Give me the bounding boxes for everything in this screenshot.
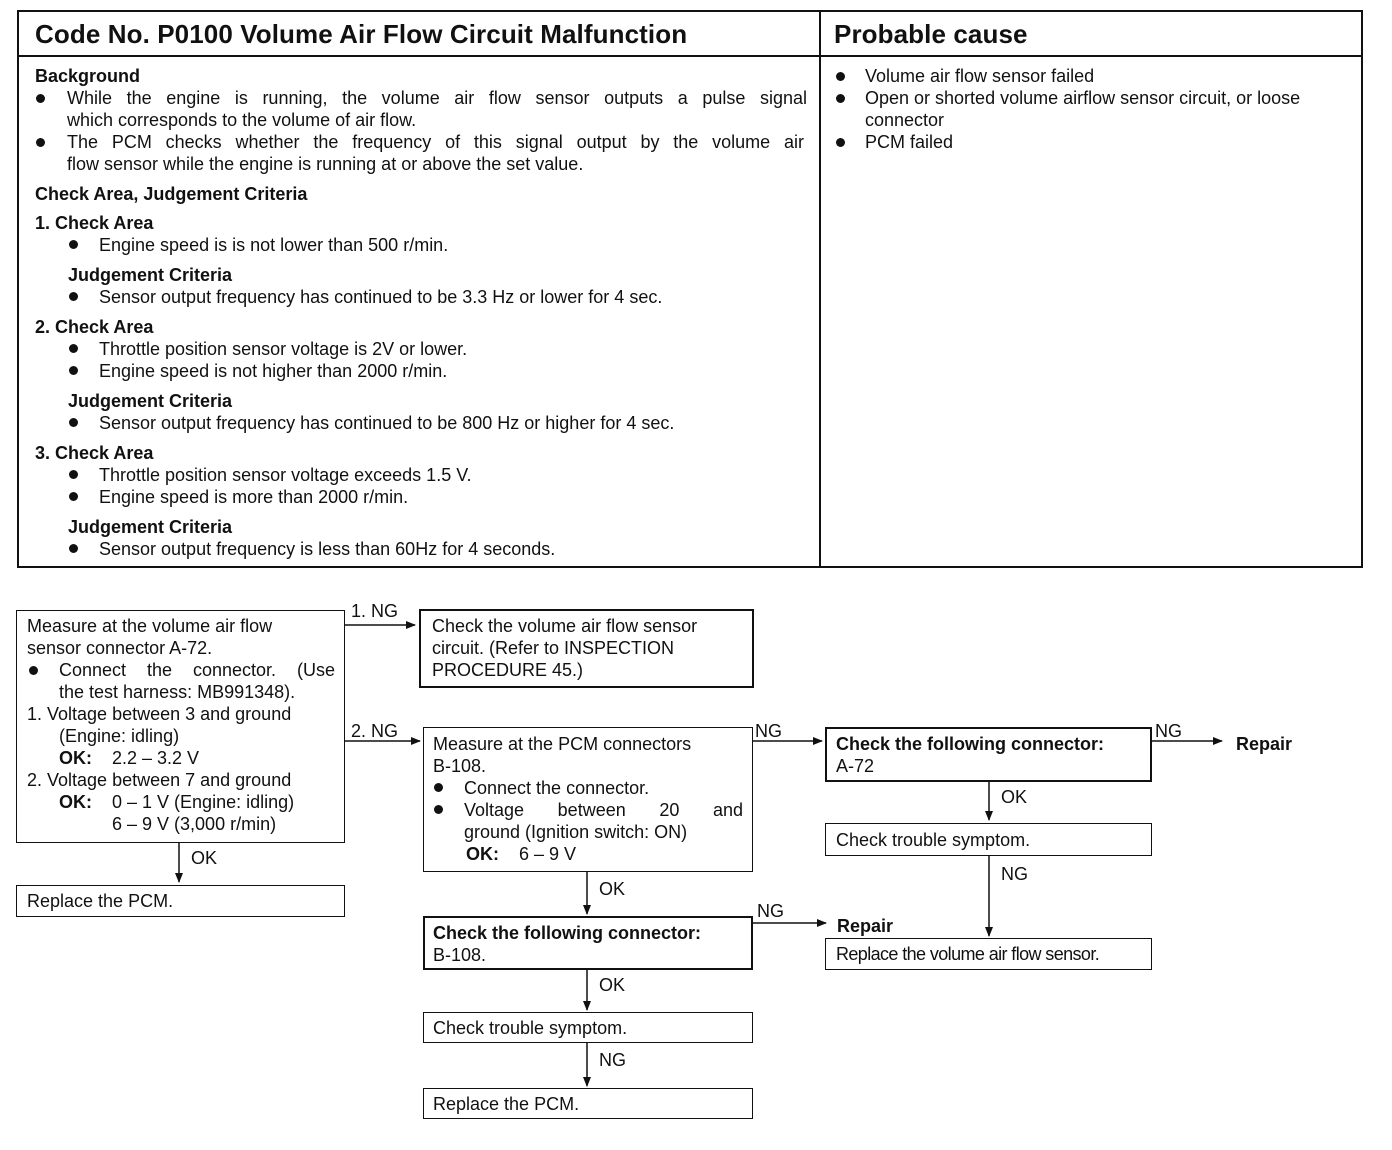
measure-a72-text: Connect the connector. (Use [59, 660, 335, 680]
cause-item: PCM failed [865, 132, 954, 152]
ok-label: OK: [466, 844, 499, 864]
check-circuit-text: circuit. (Refer to INSPECTION [432, 638, 675, 658]
check-connector-heading: Check the following connector: [433, 923, 702, 943]
measure-pcm-text: ground (Ignition switch: ON) [464, 822, 688, 842]
background-text: The PCM checks whether the frequency of this signal output by the volume air [67, 132, 804, 152]
ok-value: 6 – 9 V [519, 844, 577, 864]
measure-a72-text: Measure at the volume air flow [27, 616, 273, 636]
ok-value: 2.2 – 3.2 V [112, 748, 200, 768]
repair-label: Repair [837, 916, 894, 936]
bullet-icon [29, 666, 38, 675]
probable-cause-header: Probable cause [834, 19, 1028, 49]
bullet-icon [434, 783, 443, 792]
judgement-label: Judgement Criteria [68, 517, 233, 537]
measure-a72-text: (Engine: idling) [59, 726, 180, 746]
measure-pcm-text: B-108. [433, 756, 487, 776]
ng-label: NG [755, 721, 782, 741]
background-heading: Background [35, 66, 141, 86]
check-circuit-text: Check the volume air flow sensor [432, 616, 698, 636]
ng-label: NG [1001, 864, 1028, 884]
cause-item: connector [865, 110, 945, 130]
judgement-label: Judgement Criteria [68, 391, 233, 411]
background-text: which corresponds to the volume of air flow. [67, 110, 417, 130]
measure-pcm-text: Voltage between 20 and [464, 800, 743, 820]
measure-a72-text: the test harness: MB991348). [59, 682, 296, 702]
check-symptom-text: Check trouble symptom. [836, 830, 1031, 850]
check-area-item: Engine speed is not higher than 2000 r/min. [99, 361, 448, 381]
measure-pcm-text: Connect the connector. [464, 778, 650, 798]
judgement-item: Sensor output frequency has continued to be 3.3 Hz or lower for 4 sec. [99, 287, 663, 307]
background-text: flow sensor while the engine is running at or above the set value. [67, 154, 584, 174]
check-area-item: Engine speed is is not lower than 500 r/min. [99, 235, 449, 255]
replace-sensor-text: Replace the volume air flow sensor. [836, 944, 1100, 964]
connector-a72: A-72 [836, 756, 875, 776]
ng1-label: 1. NG [351, 601, 399, 621]
check-area-label: 2. Check Area [35, 317, 154, 337]
ng-label: NG [599, 1050, 626, 1070]
ok-label: OK: [59, 792, 92, 812]
ok-value: 0 – 1 V (Engine: idling) [112, 792, 295, 812]
connector-b108: B-108. [433, 945, 487, 965]
code-title: Code No. P0100 Volume Air Flow Circuit Malfunction [35, 19, 688, 49]
measure-a72-text: 2. Voltage between 7 and ground [27, 770, 292, 790]
check-symptom-text: Check trouble symptom. [433, 1018, 628, 1038]
ok-label: OK [599, 975, 626, 995]
cause-item: Volume air flow sensor failed [865, 66, 1095, 86]
check-connector-heading: Check the following connector: [836, 734, 1105, 754]
ok-label: OK: [59, 748, 92, 768]
ok-value: 6 – 9 V (3,000 r/min) [112, 814, 277, 834]
check-area-item: Throttle position sensor voltage is 2V or lower. [99, 339, 468, 359]
background-text: While the engine is running, the volume air flow sensor outputs a pulse signal [67, 88, 807, 108]
judgement-label: Judgement Criteria [68, 265, 233, 285]
measure-pcm-text: Measure at the PCM connectors [433, 734, 692, 754]
check-area-heading: Check Area, Judgement Criteria [35, 184, 308, 204]
ok-label: OK [1001, 787, 1028, 807]
judgement-item: Sensor output frequency is less than 60Hz for 4 seconds. [99, 539, 556, 559]
repair-label: Repair [1236, 734, 1293, 754]
check-area-item: Throttle position sensor voltage exceeds 1.5 V. [99, 465, 472, 485]
measure-a72-text: sensor connector A-72. [27, 638, 213, 658]
check-circuit-text: PROCEDURE 45.) [432, 660, 584, 680]
ok-label: OK [191, 848, 218, 868]
measure-a72-text: 1. Voltage between 3 and ground [27, 704, 292, 724]
ng-label: NG [1155, 721, 1182, 741]
bullet-icon [434, 805, 443, 814]
check-area-item: Engine speed is more than 2000 r/min. [99, 487, 409, 507]
cause-item: Open or shorted volume airflow sensor circuit, or loose [865, 88, 1301, 108]
judgement-item: Sensor output frequency has continued to be 800 Hz or higher for 4 sec. [99, 413, 675, 433]
ng2-label: 2. NG [351, 721, 399, 741]
check-area-label: 3. Check Area [35, 443, 154, 463]
replace-pcm-text: Replace the PCM. [27, 891, 174, 911]
ok-label: OK [599, 879, 626, 899]
replace-pcm-text: Replace the PCM. [433, 1094, 580, 1114]
check-area-label: 1. Check Area [35, 213, 154, 233]
ng-label: NG [757, 901, 784, 921]
